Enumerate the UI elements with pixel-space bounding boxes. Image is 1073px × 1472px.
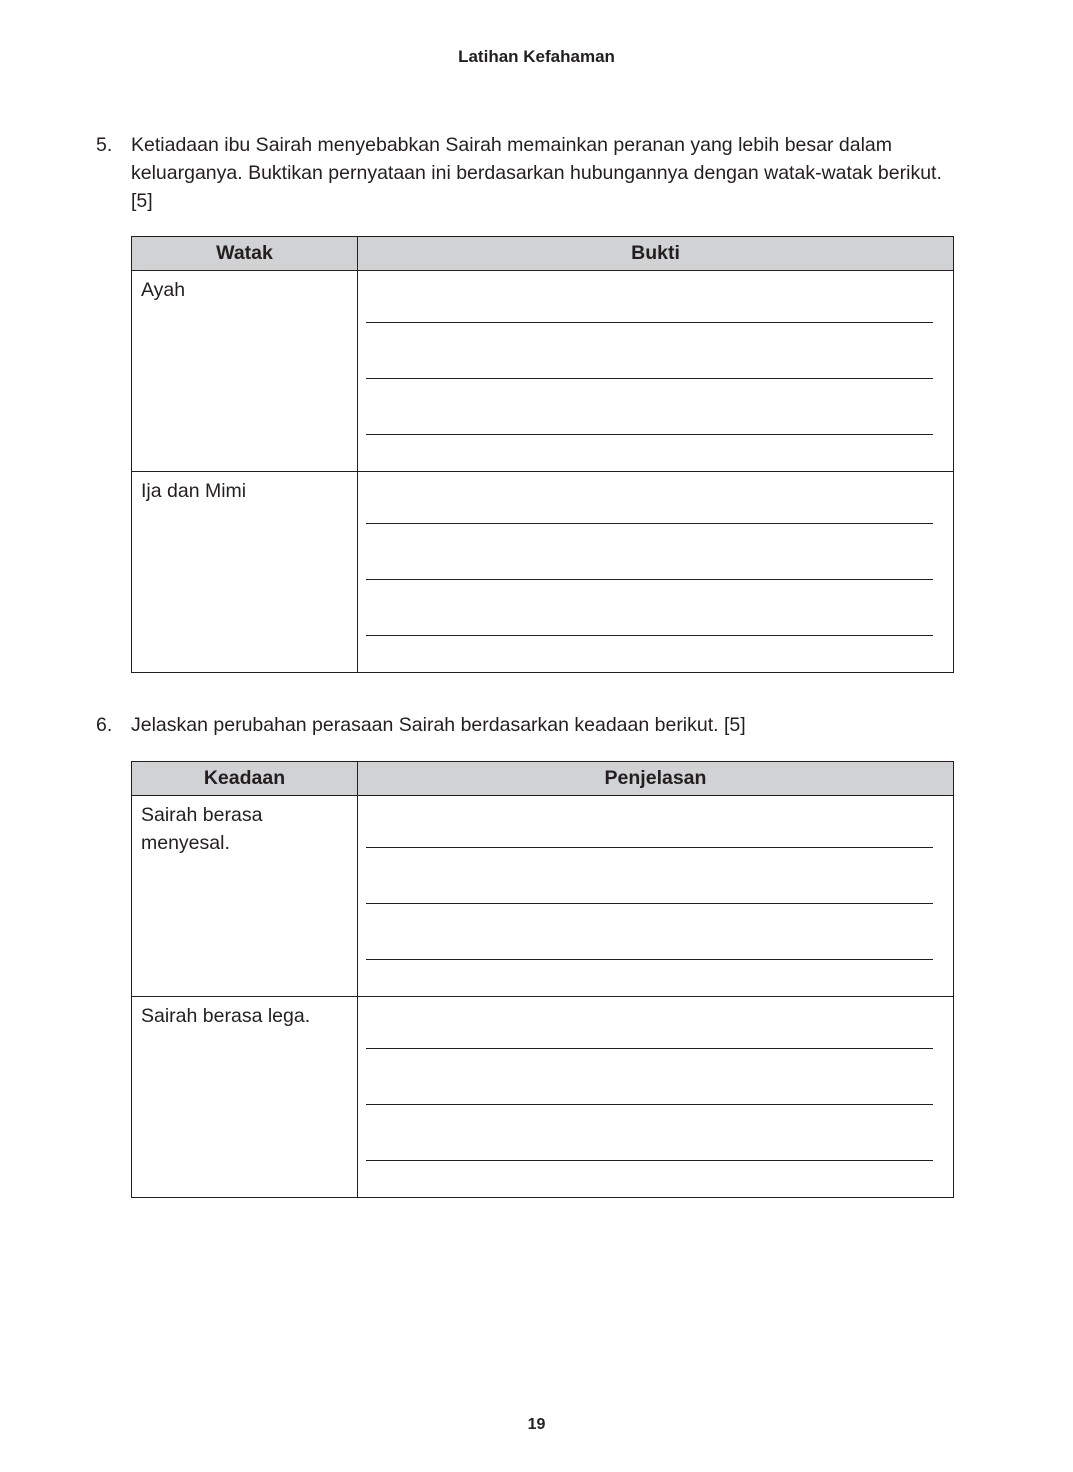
answer-table-q6 <box>131 761 954 1198</box>
row-label-cell <box>132 796 358 997</box>
answer-line <box>366 959 933 960</box>
row-label: Ayah <box>141 279 186 301</box>
answer-area[interactable] <box>358 472 954 673</box>
table-header-row <box>132 762 954 796</box>
row-label-cell <box>132 271 358 472</box>
question-number: 6. <box>96 714 113 736</box>
column-header-penjelasan: Penjelasan <box>358 762 954 796</box>
answer-line <box>366 523 933 524</box>
page-title: Latihan Kefahaman <box>458 47 615 66</box>
answer-line <box>366 434 933 435</box>
answer-line <box>366 1048 933 1049</box>
question-number: 5. <box>96 134 113 156</box>
column-header-keadaan: Keadaan <box>132 762 358 796</box>
answer-line <box>366 579 933 580</box>
answer-line <box>366 1160 933 1161</box>
row-label-cell <box>132 472 358 673</box>
answer-area[interactable] <box>358 997 954 1198</box>
answer-area[interactable] <box>358 796 954 997</box>
column-header-bukti: Bukti <box>358 237 954 271</box>
column-header-watak: Watak <box>132 237 358 271</box>
table-row <box>132 997 954 1198</box>
answer-line <box>366 1104 933 1105</box>
row-label: Sairah berasa lega. <box>141 1005 311 1027</box>
table-row <box>132 472 954 673</box>
table-row <box>132 271 954 472</box>
page-number: 19 <box>527 1416 546 1433</box>
row-label-cell <box>132 997 358 1198</box>
answer-line <box>366 847 933 848</box>
question-text: Jelaskan perubahan perasaan Sairah berdasarkan keadaan berikut. [5] <box>131 714 746 736</box>
question-text: Ketiadaan ibu Sairah menyebabkan Sairah memainkan peranan yang lebih besar dalam keluarganya. Buktikan pernyataan ini berdasarkan hubungannya dengan watak-watak berikut. [5] <box>131 134 942 212</box>
row-label: Ija dan Mimi <box>141 480 247 502</box>
answer-area[interactable] <box>358 271 954 472</box>
answer-line <box>366 635 933 636</box>
table-header-row <box>132 237 954 271</box>
row-label: Sairah berasa menyesal. <box>141 804 263 854</box>
answer-line <box>366 903 933 904</box>
answer-line <box>366 322 933 323</box>
answer-table-q5 <box>131 236 954 673</box>
question-6 <box>96 711 956 739</box>
question-5 <box>96 131 956 215</box>
answer-line <box>366 378 933 379</box>
table-row <box>132 796 954 997</box>
